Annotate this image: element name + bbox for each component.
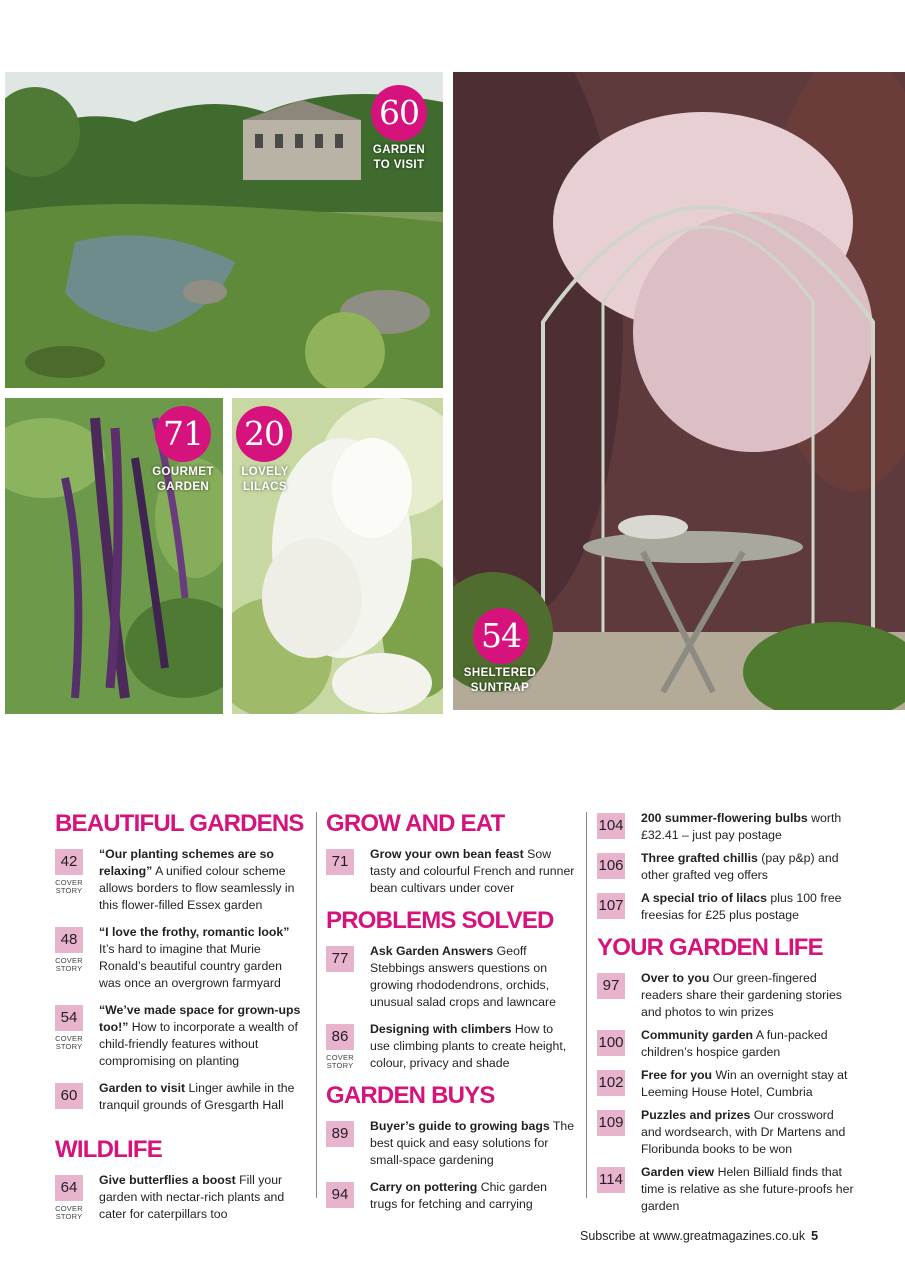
entry-headline: “I love the frothy, romantic look” bbox=[99, 925, 290, 939]
page-number: 60 bbox=[55, 1083, 83, 1109]
entry-text: worth £32.41 – just pay postage bbox=[641, 811, 842, 842]
page-number: 77 bbox=[326, 946, 354, 972]
entry-headline: Community garden bbox=[641, 1028, 754, 1042]
section-title-wildlife: WILDLIFE bbox=[55, 1136, 162, 1163]
page-number: 71 bbox=[326, 849, 354, 875]
page-number: 89 bbox=[326, 1121, 354, 1147]
entry-text: Win an overnight stay at Leeming House Hotel, Cumbria bbox=[641, 1068, 848, 1099]
cover-story-tag: COVER STORY bbox=[55, 956, 83, 973]
subscribe-link[interactable]: Subscribe at www.greatmagazines.co.uk bbox=[580, 1229, 806, 1243]
contents-column-3 bbox=[597, 810, 857, 1215]
badge-number: 60 bbox=[371, 85, 427, 141]
contents-entry[interactable] bbox=[326, 1021, 576, 1072]
cover-story-tag: COVER STORY bbox=[55, 878, 83, 895]
entry-headline: “We’ve made space for grown-ups too!” bbox=[99, 1003, 301, 1034]
entry-text: Our crossword and wordsearch, with Dr Martens and Floribunda books to be won bbox=[641, 1108, 846, 1156]
page-number: 97 bbox=[597, 973, 625, 999]
page-number: 54 bbox=[55, 1005, 83, 1031]
contents-entry[interactable] bbox=[55, 1002, 305, 1070]
page-footer bbox=[580, 1229, 818, 1243]
entry-headline: Puzzles and prizes bbox=[641, 1108, 751, 1122]
badge-label: LOVELY LILACS bbox=[241, 466, 289, 493]
badge-number: 54 bbox=[473, 608, 529, 664]
contents-entry[interactable] bbox=[597, 850, 857, 884]
contents-entry[interactable] bbox=[326, 846, 576, 897]
page-number: 100 bbox=[597, 1030, 625, 1056]
page-number: 64 bbox=[55, 1175, 83, 1201]
contents-entry[interactable] bbox=[597, 1027, 857, 1061]
cover-story-tag: COVER STORY bbox=[55, 1204, 83, 1221]
page-number: 107 bbox=[597, 893, 625, 919]
entry-headline: A special trio of lilacs bbox=[641, 891, 767, 905]
page-number: 114 bbox=[597, 1167, 625, 1193]
entry-text: A fun-packed children’s hospice garden bbox=[641, 1028, 828, 1059]
column-divider bbox=[586, 812, 587, 1198]
contents-entry[interactable] bbox=[597, 1067, 857, 1101]
contents-column-2 bbox=[326, 810, 576, 1229]
page-number: 109 bbox=[597, 1110, 625, 1136]
contents-entry[interactable] bbox=[55, 1172, 305, 1223]
contents-entry[interactable] bbox=[55, 846, 305, 914]
entry-text: Fill your garden with nectar-rich plants and cater for caterpillars too bbox=[99, 1173, 285, 1221]
entry-text: A unified colour scheme allows borders to flow seamlessly in this flower-filled Essex garden bbox=[99, 864, 295, 912]
entry-text: Geoff Stebbings answers questions on growing rhododendrons, orchids, unusual salad crops and lawncare bbox=[370, 944, 556, 1009]
entry-headline: Designing with climbers bbox=[370, 1022, 512, 1036]
entry-text: Helen Billiald finds that time is relative as she future-proofs her garden bbox=[641, 1165, 854, 1213]
column-divider bbox=[316, 812, 317, 1198]
page-number: 86 bbox=[326, 1024, 354, 1050]
contents-entry[interactable] bbox=[597, 810, 857, 844]
page-number: 48 bbox=[55, 927, 83, 953]
entry-headline: Give butterflies a boost bbox=[99, 1173, 236, 1187]
entry-text: Our green-fingered readers share their gardening stories and photos to win prizes bbox=[641, 971, 842, 1019]
contents-entry[interactable] bbox=[597, 1107, 857, 1158]
section-title-your-garden-life: YOUR GARDEN LIFE bbox=[597, 934, 823, 961]
contents-column-1 bbox=[55, 810, 305, 1233]
section-title-beautiful-gardens: BEAUTIFUL GARDENS bbox=[55, 810, 304, 837]
badge-label: SHELTERED SUNTRAP bbox=[463, 667, 537, 694]
page-number: 104 bbox=[597, 813, 625, 839]
section-title-problems-solved: PROBLEMS SOLVED bbox=[326, 907, 554, 934]
entry-headline: Ask Garden Answers bbox=[370, 944, 494, 958]
page-number: 106 bbox=[597, 853, 625, 879]
badge-label: GARDEN TO VISIT bbox=[372, 144, 426, 171]
contents-entry[interactable] bbox=[55, 924, 305, 992]
page-number: 94 bbox=[326, 1182, 354, 1208]
cover-story-tag: COVER STORY bbox=[326, 1053, 354, 1070]
entry-text: How to use climbing plants to create height, colour, privacy and shade bbox=[370, 1022, 567, 1070]
entry-text: Sow tasty and colourful French and runner bean cultivars under cover bbox=[370, 847, 575, 895]
entry-headline: Buyer’s guide to growing bags bbox=[370, 1119, 550, 1133]
badge-label: GOURMET GARDEN bbox=[152, 466, 214, 493]
entry-text: It’s hard to imagine that Murie Ronald’s beautiful country garden was once an overgrown farmyard bbox=[99, 942, 282, 990]
entry-headline: Garden to visit bbox=[99, 1081, 186, 1095]
page-number: 102 bbox=[597, 1070, 625, 1096]
entry-headline: Grow your own bean feast bbox=[370, 847, 524, 861]
section-title-grow-and-eat: GROW AND EAT bbox=[326, 810, 505, 837]
contents-entry[interactable] bbox=[55, 1080, 305, 1120]
page-number-footer: 5 bbox=[811, 1229, 819, 1243]
page-number: 42 bbox=[55, 849, 83, 875]
contents-entry[interactable] bbox=[326, 943, 576, 1011]
entry-headline: 200 summer-flowering bulbs bbox=[641, 811, 808, 825]
entry-headline: “Our planting schemes are so relaxing” bbox=[99, 847, 274, 878]
badge-number: 20 bbox=[236, 406, 292, 462]
entry-text: plus 100 free freesias for £25 plus postage bbox=[641, 891, 842, 922]
cover-story-tag: COVER STORY bbox=[55, 1034, 83, 1051]
photo-sheltered-suntrap bbox=[453, 72, 905, 710]
contents-entry[interactable] bbox=[597, 970, 857, 1021]
entry-headline: Over to you bbox=[641, 971, 710, 985]
entry-text: The best quick and easy solutions for small-space gardening bbox=[370, 1119, 575, 1167]
entry-text: Linger awhile in the tranquil grounds of Gresgarth Hall bbox=[99, 1081, 295, 1112]
entry-headline: Three grafted chillis bbox=[641, 851, 758, 865]
entry-text: How to incorporate a wealth of child-friendly features without compromising on planting bbox=[99, 1020, 298, 1068]
contents-entry[interactable] bbox=[597, 1164, 857, 1215]
badge-number: 71 bbox=[155, 406, 211, 462]
contents-entry[interactable] bbox=[326, 1179, 576, 1219]
contents-entry[interactable] bbox=[597, 890, 857, 924]
entry-text: Chic garden trugs for fetching and carrying bbox=[370, 1180, 547, 1211]
entry-text: (pay p&p) and other grafted veg offers bbox=[641, 851, 839, 882]
entry-headline: Free for you bbox=[641, 1068, 713, 1082]
contents-entry[interactable] bbox=[326, 1118, 576, 1169]
section-title-garden-buys: GARDEN BUYS bbox=[326, 1082, 495, 1109]
entry-headline: Garden view bbox=[641, 1165, 715, 1179]
entry-headline: Carry on pottering bbox=[370, 1180, 478, 1194]
